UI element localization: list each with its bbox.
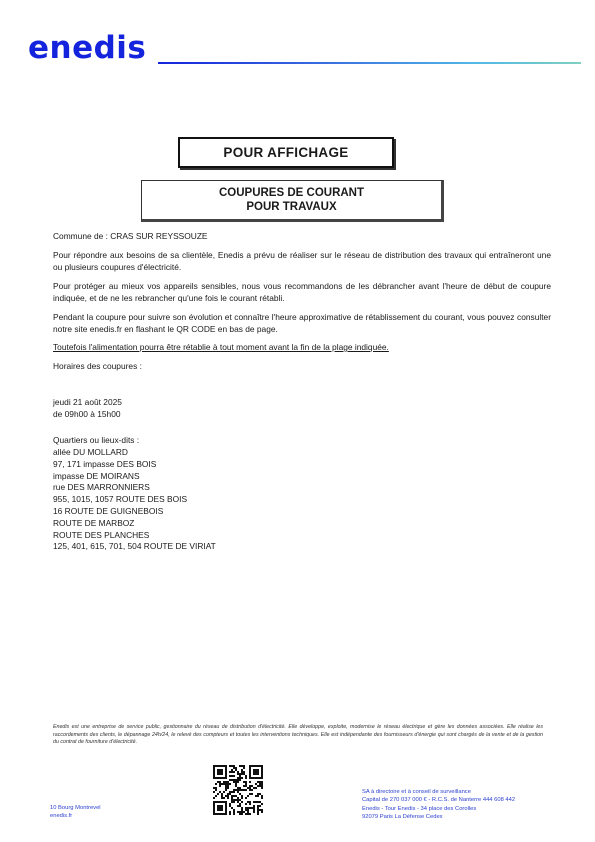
- address-line: 10 Bourg Montrevel: [50, 805, 101, 811]
- enedis-logo: enedis: [28, 30, 147, 66]
- place-item: ROUTE DE MARBOZ: [53, 517, 135, 528]
- outage-date: jeudi 21 août 2025: [53, 397, 122, 407]
- local-address: [50, 804, 101, 820]
- places-list: [53, 447, 216, 553]
- qr-code-icon[interactable]: [213, 765, 263, 815]
- place-item: allée DU MOLLARD: [53, 447, 128, 457]
- company-line: Capital de 270 037 000 € - R.C.S. de Nanterre 444 608 442: [362, 797, 516, 804]
- title-line-2: POUR TRAVAUX: [246, 201, 337, 213]
- company-line: Enedis - Tour Enedis - 34 place des Corolles: [362, 805, 477, 812]
- place-item: ROUTE DES PLANCHES: [53, 529, 150, 540]
- company-line: 92079 Paris La Défense Cedex: [362, 813, 443, 820]
- title-line-1: COUPURES DE COURANT: [218, 187, 365, 199]
- restore-notice: Toutefois l'alimentation pourra être rétablie à tout moment avant la fin de la plage indiquée.: [53, 342, 389, 352]
- badge-label: POUR AFFICHAGE: [223, 145, 349, 160]
- company-line: SA à directoire et à conseil de surveillance: [362, 789, 471, 795]
- place-item: rue DES MARRONNIERS: [53, 482, 150, 493]
- place-item: 16 ROUTE DE GUIGNEBOIS: [53, 505, 164, 516]
- place-item: impasse DE MOIRANS: [53, 470, 140, 481]
- legal-notice: Enedis est une entreprise de service public, gestionnaire du réseau de distribution d'électricité. Elle développe, exploite, modernise le réseau électrique et gère les données associées. Elle réalise les raccordements des clients, le dépannage 24h/24, le relevé des compteurs et toutes les interventions techniques. Elle est indépendante des fournisseurs d'énergie qui sont chargés de la vente et de la gestion du contrat de fourniture d'électricité.: [53, 724, 543, 746]
- outage-hours: de 09h00 à 15h00: [53, 409, 121, 419]
- horaires-label: Horaires des coupures :: [53, 361, 142, 371]
- pour-affichage-badge: [178, 137, 394, 168]
- place-item: 955, 1015, 1057 ROUTE DES BOIS: [53, 494, 188, 505]
- website-link[interactable]: enedis.fr: [50, 813, 73, 819]
- header-gradient-rule: [158, 62, 581, 64]
- place-item: 97, 171 impasse DES BOIS: [53, 458, 157, 469]
- company-info: [362, 788, 515, 821]
- place-item: 125, 401, 615, 701, 504 ROUTE DE VIRIAT: [53, 541, 216, 552]
- title-box: [141, 180, 444, 222]
- intro-paragraph: Pour répondre aux besoins de sa clientèle, Enedis a prévu de réaliser sur le réseau de distribution des travaux qui entraîneront une ou plusieurs coupures d'électricité.: [53, 250, 551, 272]
- quartiers-label: Quartiers ou lieux-dits :: [53, 435, 140, 445]
- protection-paragraph: Pour protéger au mieux vos appareils sensibles, nous vous recommandons de les débrancher avant l'heure de début de coupure indiquée, et de ne les rebrancher qu'une fois le courant rétabli.: [53, 281, 551, 303]
- commune-line: Commune de : CRAS SUR REYSSOUZE: [53, 231, 208, 241]
- tracking-paragraph: Pendant la coupure pour suivre son évolution et connaître l'heure approximative de rétablissement du courant, vous pouvez consulter notre site enedis.fr en flashant le QR CODE en bas de page.: [53, 312, 551, 334]
